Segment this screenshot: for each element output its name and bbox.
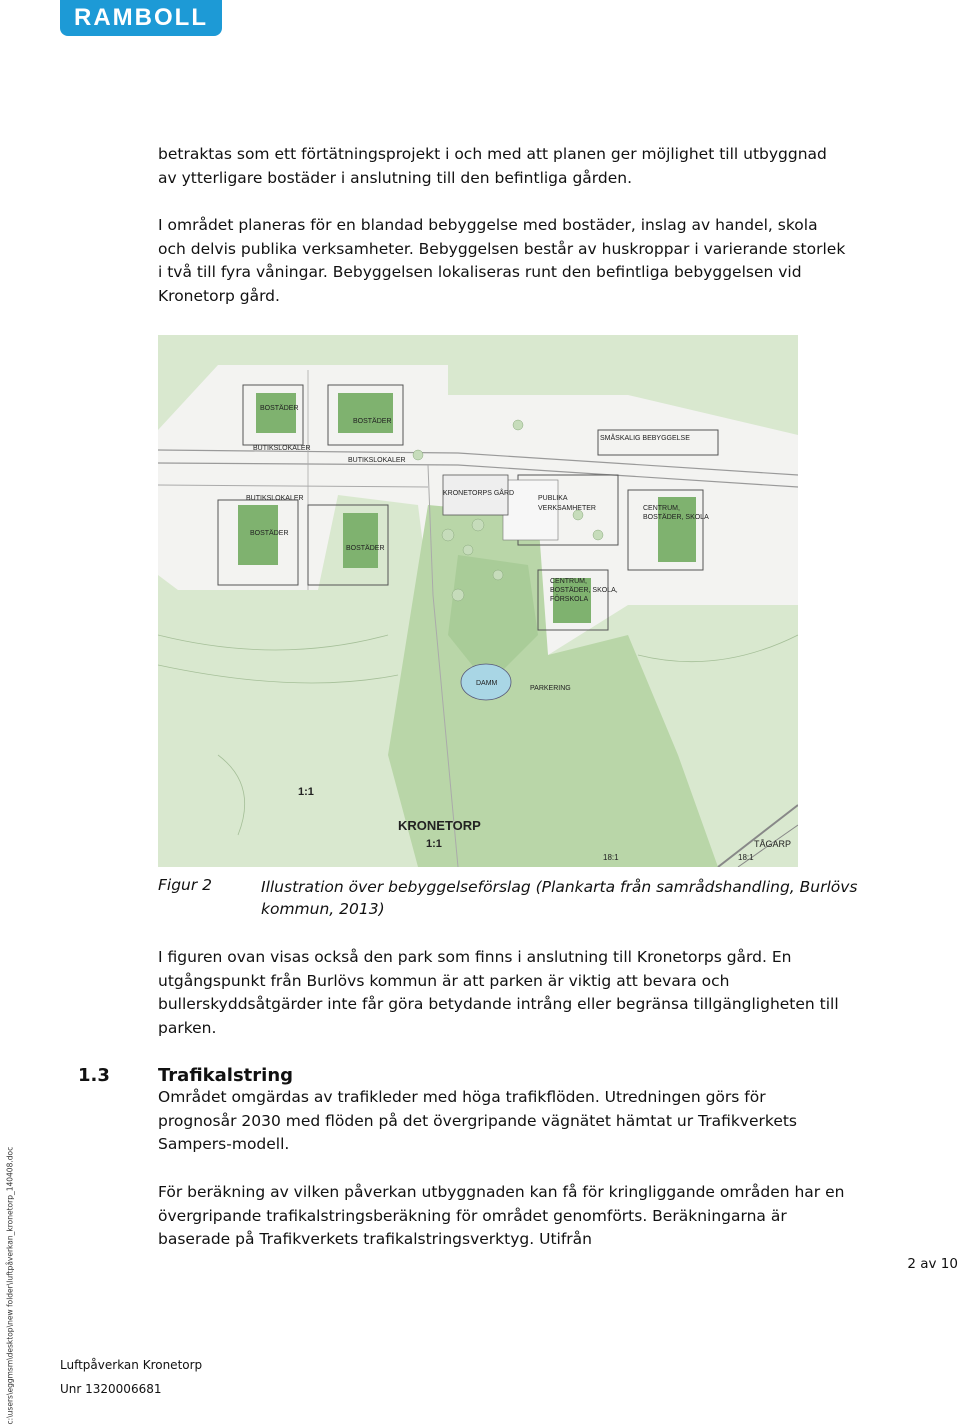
ramboll-logo: RAMBOLL — [60, 0, 222, 36]
label-property-2: 18:1 — [738, 853, 754, 862]
label-verksamheter: VERKSAMHETER — [538, 505, 596, 512]
label-centrum-1a: CENTRUM, — [643, 505, 680, 512]
label-butikslokaler-3: BUTIKSLOKALER — [246, 495, 304, 502]
label-smaskalig: SMÅSKALIG BEBYGGELSE — [600, 435, 690, 442]
label-centrum-1b: BOSTÄDER, SKOLA — [643, 514, 709, 521]
paragraph-1: betraktas som ett förtätningsprojekt i och med att planen ger möjlighet till utbyggnad av ytterligare bostäder i anslutning till den befintliga gården. — [158, 145, 827, 187]
figure-caption-text: Illustration över bebyggelseförslag (Plankarta från samrådshandling, Burlövs kommun, 2013) — [261, 878, 858, 918]
label-tagarp: TÅGARP — [754, 839, 792, 849]
label-parkering: PARKERING — [530, 685, 571, 692]
label-damm: DAMM — [476, 680, 498, 687]
label-property-1: 18:1 — [603, 853, 619, 862]
label-bostader-4: BOSTÄDER — [346, 545, 385, 552]
label-bostader-3: BOSTÄDER — [250, 530, 289, 537]
section-number: 1.3 — [78, 1065, 110, 1086]
label-butikslokaler-1: BUTIKSLOKALER — [253, 445, 311, 452]
label-centrum-2c: FÖRSKOLA — [550, 596, 589, 603]
label-publika: PUBLIKA — [538, 495, 568, 502]
page-number: 2 av 10 — [907, 1256, 958, 1272]
paragraph-2: I området planeras för en blandad bebyggelse med bostäder, inslag av handel, skola och delvis publika verksamheter. Bebyggelsen består av huskroppar i varierande storlek i två till fyra våningar. Bebyggelsen lokaliseras runt den befintliga bebyggelsen vid Kronetorp gård. — [158, 216, 846, 305]
label-bostader-2: BOSTÄDER — [353, 418, 392, 425]
label-bostader-1: BOSTÄDER — [260, 405, 299, 412]
site-plan-map — [158, 335, 798, 867]
label-centrum-2a: CENTRUM, — [550, 578, 587, 585]
label-butikslokaler-2: BUTIKSLOKALER — [348, 457, 406, 464]
label-kronetorp: KRONETORP — [398, 818, 481, 833]
side-file-path: c:\users\eggmsm\desktop\new folder\luftpåverkan_kronetorp_140408.doc — [5, 1146, 15, 1425]
section-title: Trafikalstring — [158, 1065, 294, 1086]
footer-title: Luftpåverkan Kronetorp — [60, 1358, 203, 1372]
footer-unr: Unr 1320006681 — [60, 1382, 162, 1396]
label-kronetorps-gard: KRONETORPS GÅRD — [443, 490, 515, 497]
label-scale-2: 1:1 — [426, 838, 442, 850]
paragraph-3: I figuren ovan visas också den park som finns i anslutning till Kronetorps gård. En utgångspunkt från Burlövs kommun är att parken är viktig att bevara och bullerskyddsåtgärder inte får göra betydande intrång eller begränsa tillgängligheten till parken. — [158, 948, 839, 1037]
paragraph-4: Området omgärdas av trafikleder med höga trafikflöden. Utredningen görs för prognosår 2030 med flöden på det övergripande vägnätet hämtat ur Trafikverkets Sampers-modell. — [158, 1088, 798, 1154]
figure-caption-number: Figur 2 — [158, 876, 213, 894]
label-scale-1: 1:1 — [298, 786, 314, 798]
label-centrum-2b: BOSTÄDER, SKOLA, — [550, 587, 618, 594]
paragraph-5: För beräkning av vilken påverkan utbyggnaden kan få för kringliggande områden har en övergripande trafikalstringsberäkning för området genomförts. Beräkningarna är baserade på Trafikverkets trafikalstringsverktyg. Utifrån — [158, 1183, 845, 1249]
